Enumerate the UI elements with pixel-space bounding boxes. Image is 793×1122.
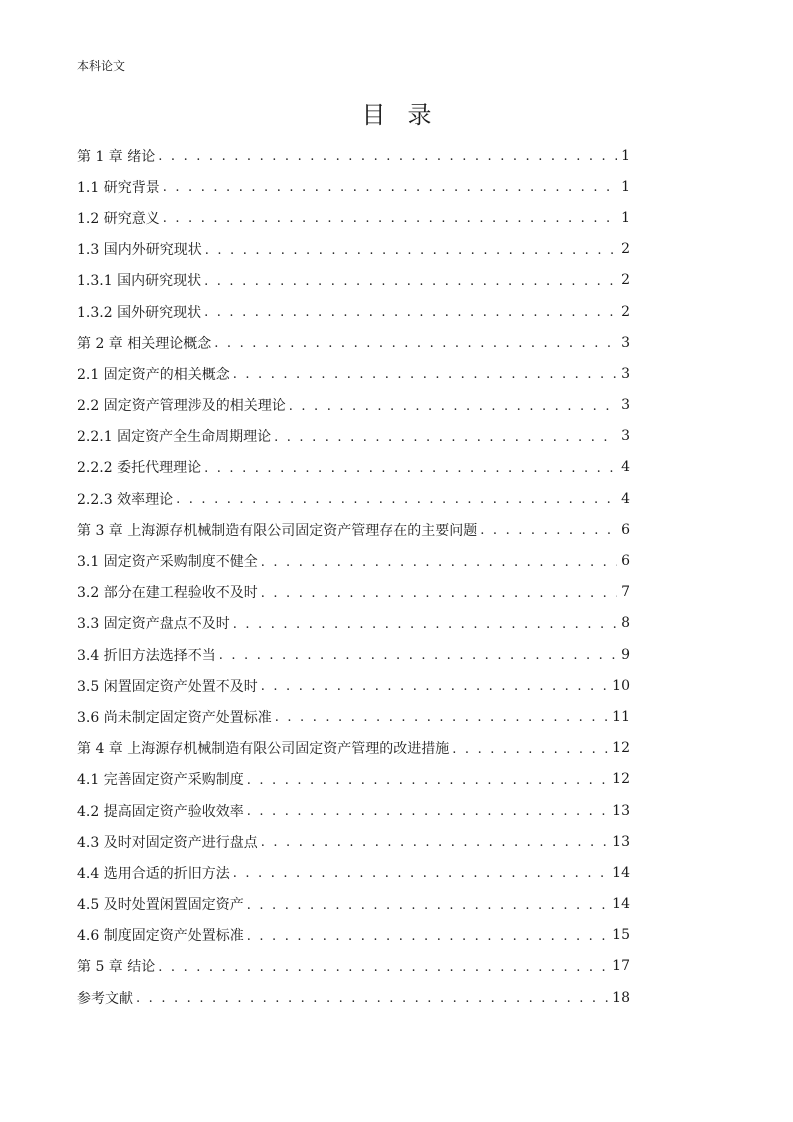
toc-dot-leader [204, 461, 617, 476]
toc-entry-page-number: 14 [612, 864, 630, 881]
toc-dot-leader [452, 742, 608, 757]
table-of-contents [77, 140, 630, 1013]
toc-entry[interactable] [77, 982, 630, 1013]
toc-entry-page-number: 17 [612, 958, 630, 975]
toc-dot-leader [247, 773, 608, 788]
toc-entry[interactable] [77, 670, 630, 701]
toc-entry-title: 4.1 完善固定资产采购制度 [77, 772, 244, 789]
toc-entry-page-number: 3 [621, 428, 630, 445]
toc-entry-page-number: 4 [621, 490, 630, 507]
toc-entry[interactable] [77, 826, 630, 857]
toc-entry-page-number: 9 [621, 646, 630, 663]
toc-dot-leader [247, 929, 608, 944]
toc-dot-leader [176, 492, 617, 507]
toc-dot-leader [163, 180, 617, 195]
toc-dot-leader [219, 648, 617, 663]
toc-entry-title: 第 4 章 上海源存机械制造有限公司固定资产管理的改进措施 [77, 741, 450, 758]
toc-dot-leader [205, 243, 617, 258]
toc-entry-title: 2.2.1 固定资产全生命周期理论 [77, 429, 272, 446]
toc-entry-title: 第 3 章 上海源存机械制造有限公司固定资产管理存在的主要问题 [77, 522, 478, 539]
toc-entry-title: 4.4 选用合适的折旧方法 [77, 865, 230, 882]
toc-entry[interactable] [77, 608, 630, 639]
toc-entry-page-number: 10 [612, 677, 630, 694]
toc-entry-page-number: 18 [612, 989, 630, 1006]
toc-entry[interactable] [77, 701, 630, 732]
toc-entry[interactable] [77, 202, 630, 233]
toc-entry[interactable] [77, 452, 630, 483]
toc-entry[interactable] [77, 140, 630, 171]
toc-dot-leader [233, 367, 617, 382]
toc-entry[interactable] [77, 421, 630, 452]
toc-entry[interactable] [77, 234, 630, 265]
toc-dot-leader [261, 679, 608, 694]
toc-entry[interactable] [77, 920, 630, 951]
toc-entry-title: 2.2.3 效率理论 [77, 491, 174, 508]
toc-dot-leader [214, 336, 617, 351]
toc-entry-page-number: 8 [621, 615, 630, 632]
toc-entry[interactable] [77, 577, 630, 608]
toc-dot-leader [261, 555, 617, 570]
toc-entry[interactable] [77, 171, 630, 202]
toc-entry[interactable] [77, 889, 630, 920]
toc-dot-leader [204, 274, 617, 289]
toc-dot-leader [233, 617, 617, 632]
toc-entry-title: 2.2 固定资产管理涉及的相关理论 [77, 398, 286, 415]
toc-entry[interactable] [77, 265, 630, 296]
toc-entry[interactable] [77, 857, 630, 888]
toc-entry-title: 3.3 固定资产盘点不及时 [77, 616, 230, 633]
toc-entry-title: 2.2.2 委托代理理论 [77, 460, 202, 477]
toc-dot-leader [247, 898, 608, 913]
toc-entry-page-number: 1 [621, 178, 630, 195]
toc-entry-title: 第 1 章 绪论 [77, 148, 156, 165]
toc-entry[interactable] [77, 483, 630, 514]
toc-entry-page-number: 13 [612, 802, 630, 819]
toc-dot-leader [289, 399, 617, 414]
toc-entry-page-number: 6 [621, 521, 630, 538]
toc-entry[interactable] [77, 795, 630, 826]
toc-entry-page-number: 15 [612, 927, 630, 944]
toc-entry-title: 3.6 尚未制定固定资产处置标准 [77, 709, 272, 726]
toc-dot-leader [158, 149, 617, 164]
toc-dot-leader [158, 960, 608, 975]
running-header: 本科论文 [77, 59, 126, 73]
toc-entry[interactable] [77, 514, 630, 545]
toc-entry-page-number: 1 [621, 147, 630, 164]
toc-entry[interactable] [77, 733, 630, 764]
toc-entry[interactable] [77, 327, 630, 358]
toc-entry-title: 第 5 章 结论 [77, 959, 156, 976]
toc-dot-leader [275, 710, 608, 725]
toc-entry-title: 1.2 研究意义 [77, 210, 160, 227]
toc-entry-page-number: 4 [621, 459, 630, 476]
toc-entry-title: 4.3 及时对固定资产进行盘点 [77, 834, 258, 851]
toc-dot-leader [247, 804, 608, 819]
toc-entry-title: 3.4 折旧方法选择不当 [77, 647, 216, 664]
toc-entry-title: 3.1 固定资产采购制度不健全 [77, 554, 258, 571]
toc-entry-page-number: 3 [621, 365, 630, 382]
toc-entry[interactable] [77, 296, 630, 327]
toc-entry-page-number: 3 [621, 334, 630, 351]
toc-entry[interactable] [77, 639, 630, 670]
toc-entry[interactable] [77, 764, 630, 795]
toc-title: 目录 [361, 101, 454, 129]
toc-entry-title: 4.2 提高固定资产验收效率 [77, 803, 244, 820]
toc-dot-leader [480, 523, 617, 538]
toc-entry-title: 2.1 固定资产的相关概念 [77, 366, 230, 383]
toc-dot-leader [136, 991, 608, 1006]
toc-entry-page-number: 12 [612, 771, 630, 788]
toc-entry[interactable] [77, 358, 630, 389]
toc-dot-leader [261, 586, 617, 601]
toc-entry[interactable] [77, 390, 630, 421]
toc-entry-title: 3.2 部分在建工程验收不及时 [77, 585, 258, 602]
toc-entry-page-number: 13 [612, 833, 630, 850]
toc-entry-title: 1.1 研究背景 [77, 179, 160, 196]
toc-entry[interactable] [77, 951, 630, 982]
toc-entry-title: 1.3 国内外研究现状 [77, 242, 202, 259]
toc-entry-page-number: 14 [612, 896, 630, 913]
toc-dot-leader [261, 835, 608, 850]
toc-entry-title: 1.3.2 国外研究现状 [77, 304, 202, 321]
toc-entry-page-number: 11 [612, 708, 630, 725]
toc-entry[interactable] [77, 545, 630, 576]
toc-dot-leader [233, 866, 608, 881]
toc-entry-page-number: 7 [621, 584, 630, 601]
toc-entry-title: 参考文献 [77, 990, 133, 1007]
toc-entry-title: 3.5 闲置固定资产处置不及时 [77, 678, 258, 695]
toc-entry-page-number: 12 [612, 740, 630, 757]
toc-entry-page-number: 2 [621, 272, 630, 289]
toc-entry-title: 第 2 章 相关理论概念 [77, 335, 212, 352]
toc-entry-page-number: 1 [621, 209, 630, 226]
toc-dot-leader [274, 430, 617, 445]
toc-entry-page-number: 2 [621, 241, 630, 258]
toc-entry-title: 4.6 制度固定资产处置标准 [77, 928, 244, 945]
toc-entry-page-number: 6 [621, 553, 630, 570]
toc-entry-title: 1.3.1 国内研究现状 [77, 273, 202, 290]
toc-dot-leader [204, 305, 617, 320]
toc-entry-title: 4.5 及时处置闲置固定资产 [77, 897, 244, 914]
toc-dot-leader [163, 211, 617, 226]
toc-entry-page-number: 2 [621, 303, 630, 320]
toc-entry-page-number: 3 [621, 397, 630, 414]
